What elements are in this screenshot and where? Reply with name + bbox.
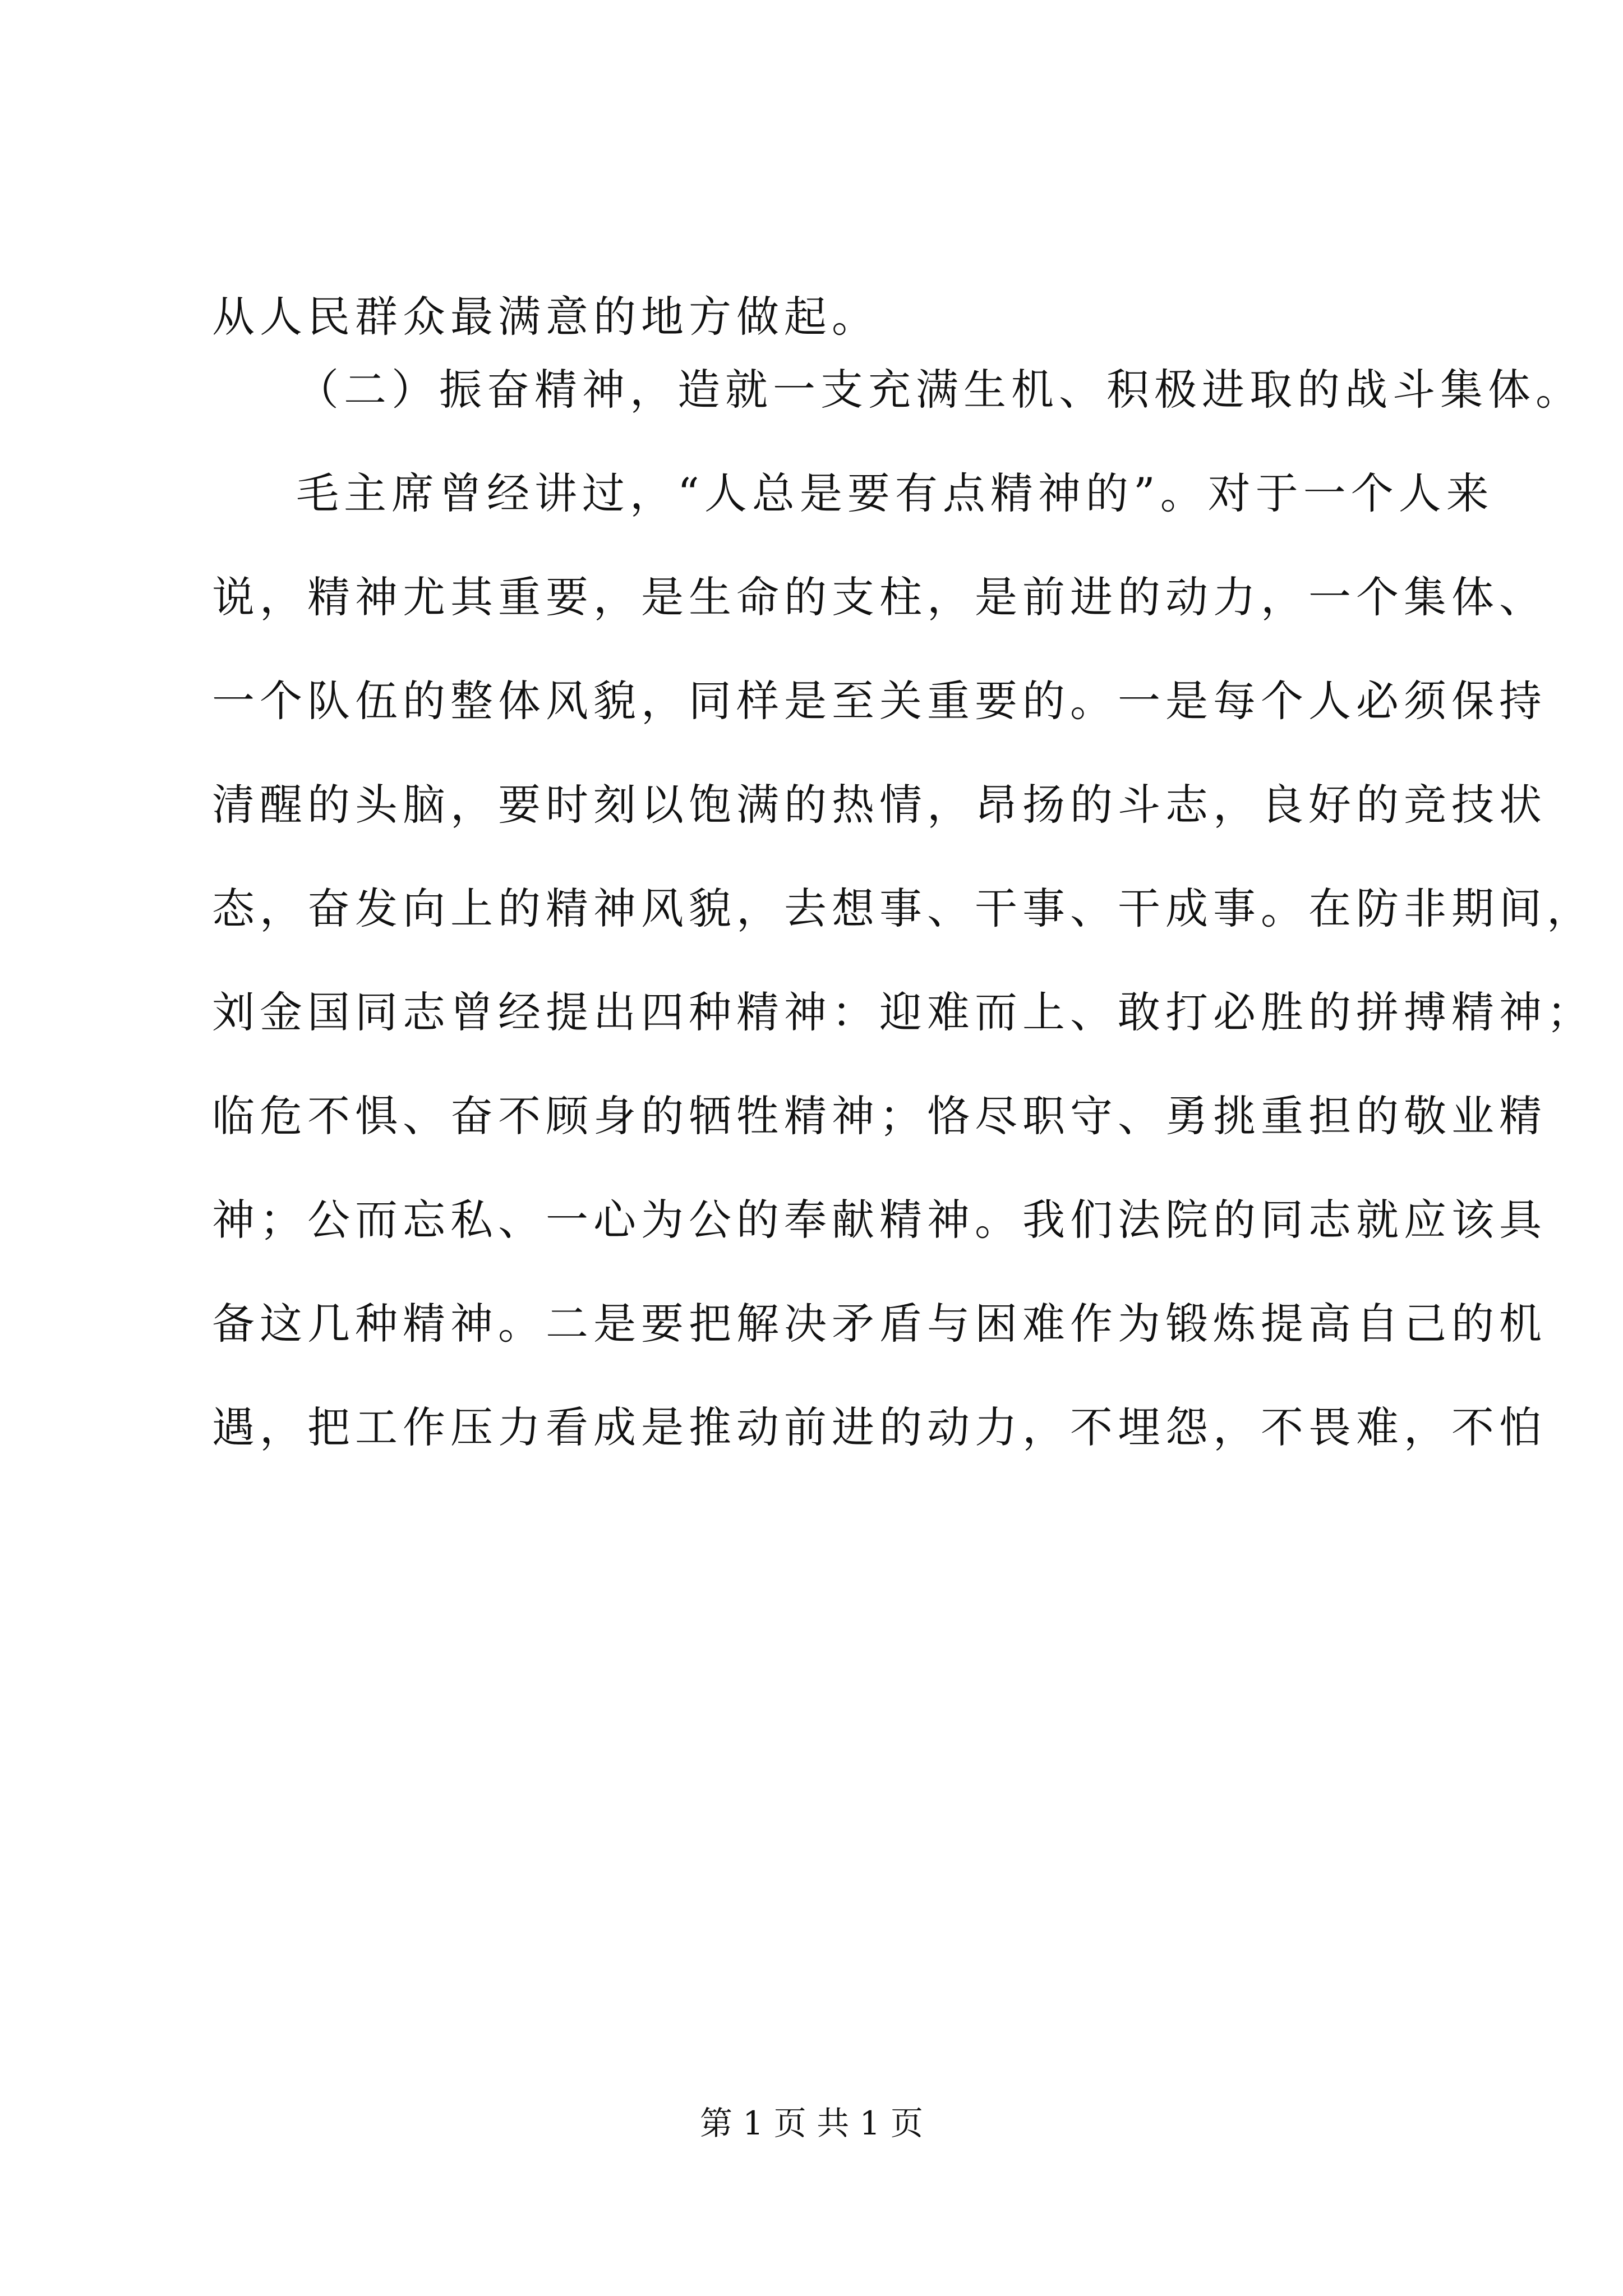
text-line-3: 毛主席曾经讲过，“人总是要有点精神的”。对于一个人来	[296, 468, 1494, 518]
text-line-7: 态，奋发向上的精神风貌，去想事、干事、干成事。在防非期间，	[212, 884, 1594, 933]
text-line-4: 说，精神尤其重要，是生命的支柱，是前进的动力，一个集体、	[212, 572, 1547, 622]
text-line-5: 一个队伍的整体风貌，同样是至关重要的。一是每个人必须保持	[212, 676, 1547, 726]
section-heading-2: （二）振奋精神，造就一支充满生机、积极进取的战斗集体。	[296, 365, 1583, 415]
text-line-8: 刘金国同志曾经提出四种精神：迎难而上、敢打必胜的拼搏精神；	[212, 987, 1594, 1037]
text-line-1: 从人民群众最满意的地方做起。	[212, 292, 879, 342]
text-line-10: 神；公而忘私、一心为公的奉献精神。我们法院的同志就应该具	[212, 1195, 1547, 1245]
page-footer: 第 1 页 共 1 页	[700, 2104, 923, 2142]
text-line-12: 遇，把工作压力看成是推动前进的动力，不埋怨，不畏难，不怕	[212, 1402, 1547, 1452]
text-line-11: 备这几种精神。二是要把解决矛盾与困难作为锻炼提高自己的机	[212, 1299, 1547, 1349]
text-line-9: 临危不惧、奋不顾身的牺牲精神；恪尽职守、勇挑重担的敬业精	[212, 1091, 1547, 1141]
text-line-6: 清醒的头脑，要时刻以饱满的热情，昂扬的斗志，良好的竞技状	[212, 780, 1547, 830]
